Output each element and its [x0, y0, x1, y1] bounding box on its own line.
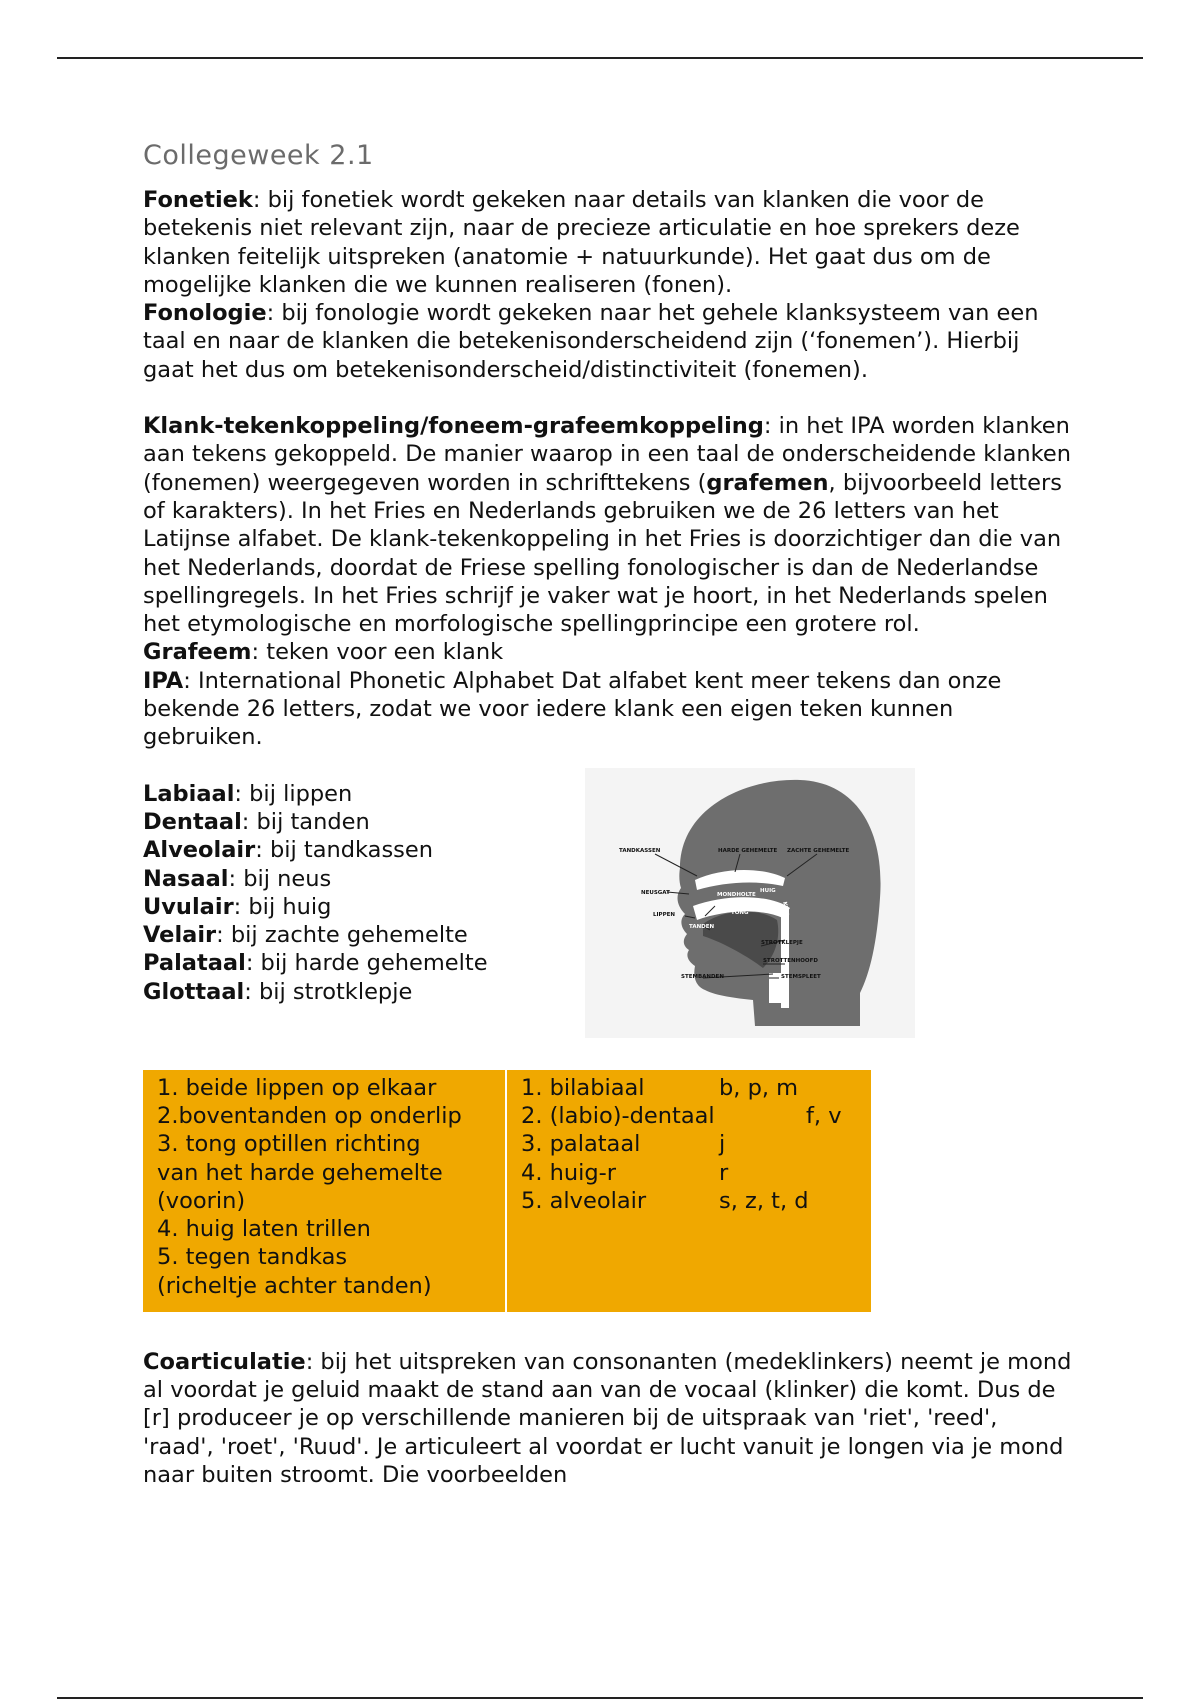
term-item [143, 921, 563, 949]
paragraph-grafeem [143, 638, 1073, 666]
term-desc: : bij lippen [234, 780, 353, 807]
articulation-terms-block [143, 780, 1073, 1048]
text-grafeem: : teken voor een klank [251, 639, 504, 666]
place-name: 2. (labio)-dentaal [521, 1102, 715, 1129]
label-tong: TONG [731, 909, 749, 916]
table-row [521, 1130, 871, 1158]
place-sounds: f, v [806, 1102, 842, 1129]
table-left-cell [143, 1070, 505, 1312]
table-row [521, 1102, 871, 1130]
label-zachte-gehemelte: ZACHTE GEHEMELTE [787, 847, 850, 854]
term-klank-tekenkoppeling: Klank-tekenkoppeling/foneem-grafeemkoppeling [143, 413, 764, 440]
term-desc: : bij tandkassen [255, 837, 434, 864]
table-left-line: 2.boventanden op onderlip [157, 1102, 462, 1129]
label-lippen: LIPPEN [653, 911, 675, 918]
paragraph-ipa [143, 667, 1073, 752]
term-desc: : bij tanden [241, 808, 370, 835]
place-name: 5. alveolair [521, 1187, 647, 1214]
text-fonetiek: : bij fonetiek wordt gekeken naar details van klanken die voor de betekenis niet relevant zijn, naar de precieze articulatie en hoe sprekers deze klanken feitelijk uitspreken (anatomie + natuurkunde). Het gaat dus om de mogelijke klanken die we kunnen realiseren (fonen). [143, 187, 1020, 298]
term-item [143, 978, 563, 1006]
place-name: 4. huig-r [521, 1159, 617, 1186]
label-stembanden: STEMBANDEN [681, 973, 724, 980]
term-name: Palataal [143, 950, 246, 977]
table-left-line: 1. beide lippen op elkaar [157, 1074, 437, 1101]
label-tanden: TANDEN [689, 923, 715, 930]
place-name: 1. bilabiaal [521, 1074, 645, 1101]
label-mondholte: MONDHOLTE [717, 891, 756, 898]
term-item [143, 893, 563, 921]
text-fonologie: : bij fonologie wordt gekeken naar het gehele klanksysteem van een taal en naar de klanken die betekenisonderscheidend zijn (‘fonemen’). Hierbij gaat het dus om betekenisonderscheid/distinctiviteit (fonemen). [143, 300, 1039, 383]
term-coarticulatie: Coarticulatie [143, 1348, 306, 1375]
term-item [143, 836, 563, 864]
term-item [143, 865, 563, 893]
text-klank-1: : in het IPA worden klanken aan tekens gekoppeld. De manier waarop in een taal de onderscheidende klanken (fonemen) weergegeven worden in schrifttekens ( [143, 413, 1071, 496]
table-left-line: 3. tong optillen richting [157, 1131, 421, 1158]
label-keel: KEEL [781, 900, 790, 918]
label-strottenhoofd: STROTTENHOOFD [763, 957, 818, 964]
term-ipa: IPA [143, 667, 184, 694]
term-name: Velair [143, 922, 217, 949]
place-sounds: b, p, m [719, 1074, 799, 1101]
term-name: Nasaal [143, 865, 229, 892]
label-strotklepje: STROTKLEPJE [761, 939, 803, 946]
place-name: 3. palataal [521, 1131, 641, 1158]
header-rule [57, 57, 1143, 59]
label-neusholte: NEUSHOLTE [721, 871, 758, 878]
paragraph-fonologie [143, 299, 1073, 384]
term-grafemen: grafemen [706, 469, 829, 496]
table-row [521, 1074, 871, 1102]
term-item [143, 949, 563, 977]
term-name: Dentaal [143, 808, 242, 835]
footer-rule [57, 1697, 1143, 1699]
articulation-table [143, 1070, 871, 1312]
table-right-cell [505, 1070, 871, 1312]
label-stemspleet: STEMSPLEET [781, 973, 821, 980]
label-huig: HUIG [760, 887, 776, 894]
term-item [143, 808, 563, 836]
articulation-terms-list [143, 780, 563, 1006]
term-desc: : bij zachte gehemelte [216, 922, 468, 949]
vocal-tract-diagram [585, 768, 915, 1038]
term-desc: : bij harde gehemelte [245, 950, 488, 977]
label-neusgat: NEUSGAT [641, 889, 670, 896]
text-ipa: : International Phonetic Alphabet Dat alfabet kent meer tekens dan onze bekende 26 letters, zodat we voor iedere klank een eigen teken kunnen gebruiken. [143, 667, 1002, 751]
table-left-line: 4. huig laten trillen [157, 1216, 371, 1243]
term-name: Uvulair [143, 893, 234, 920]
term-name: Glottaal [143, 978, 245, 1005]
term-grafeem: Grafeem [143, 639, 252, 666]
term-desc: : bij strotklepje [244, 978, 413, 1005]
paragraph-fonetiek [143, 186, 1073, 299]
text-coarticulatie: : bij het uitspreken van consonanten (medeklinkers) neemt je mond al voordat je geluid maakt de stand aan van de vocaal (klinker) die komt. Dus de [r] produceer je op verschillende manieren bij de uitspraak van 'riet', 'reed', 'raad', 'roet', 'Ruud'. Je articuleert al voordat er lucht vanuit je longen via je mond naar buiten stroomt. Die voorbeelden [143, 1348, 1072, 1488]
place-sounds: r [719, 1159, 729, 1186]
term-fonologie: Fonologie [143, 300, 267, 327]
term-fonetiek: Fonetiek [143, 187, 253, 213]
term-desc: : bij neus [228, 865, 332, 892]
place-sounds: j [719, 1131, 726, 1158]
label-harde-gehemelte: HARDE GEHEMELTE [718, 847, 778, 854]
table-left-line: 5. tegen tandkas [157, 1244, 348, 1271]
vocal-tract-svg [585, 768, 915, 1038]
paragraph-coarticulatie [143, 1348, 1073, 1489]
page-title: Collegeweek 2.1 [143, 140, 374, 171]
table-row [521, 1187, 871, 1215]
paragraph-klank-tekenkoppeling [143, 412, 1073, 638]
term-name: Labiaal [143, 780, 235, 807]
label-tandkassen: TANDKASSEN [619, 847, 661, 854]
place-sounds: s, z, t, d [719, 1187, 809, 1214]
text-klank-2: , bijvoorbeeld letters of karakters). In het Fries en Nederlands gebruiken we de 26 letters van het Latijnse alfabet. De klank-tekenkoppeling in het Fries is doorzichtiger dan die van het Nederlands, doordat de Friese spelling fonologischer is dan de Nederlandse spellingregels. In het Fries schrijf je vaker wat je hoort, in het Nederlands spelen het etymologische en morfologische spellingprincipe een grotere rol. [143, 469, 1062, 638]
term-name: Alveolair [143, 837, 256, 864]
table-left-line: van het harde gehemelte [157, 1159, 443, 1186]
page-content [143, 138, 1073, 1489]
table-row [521, 1159, 871, 1187]
term-desc: : bij huig [233, 893, 332, 920]
table-left-line: (richeltje achter tanden) [157, 1272, 432, 1299]
table-left-line: (voorin) [157, 1187, 246, 1214]
term-item [143, 780, 563, 808]
